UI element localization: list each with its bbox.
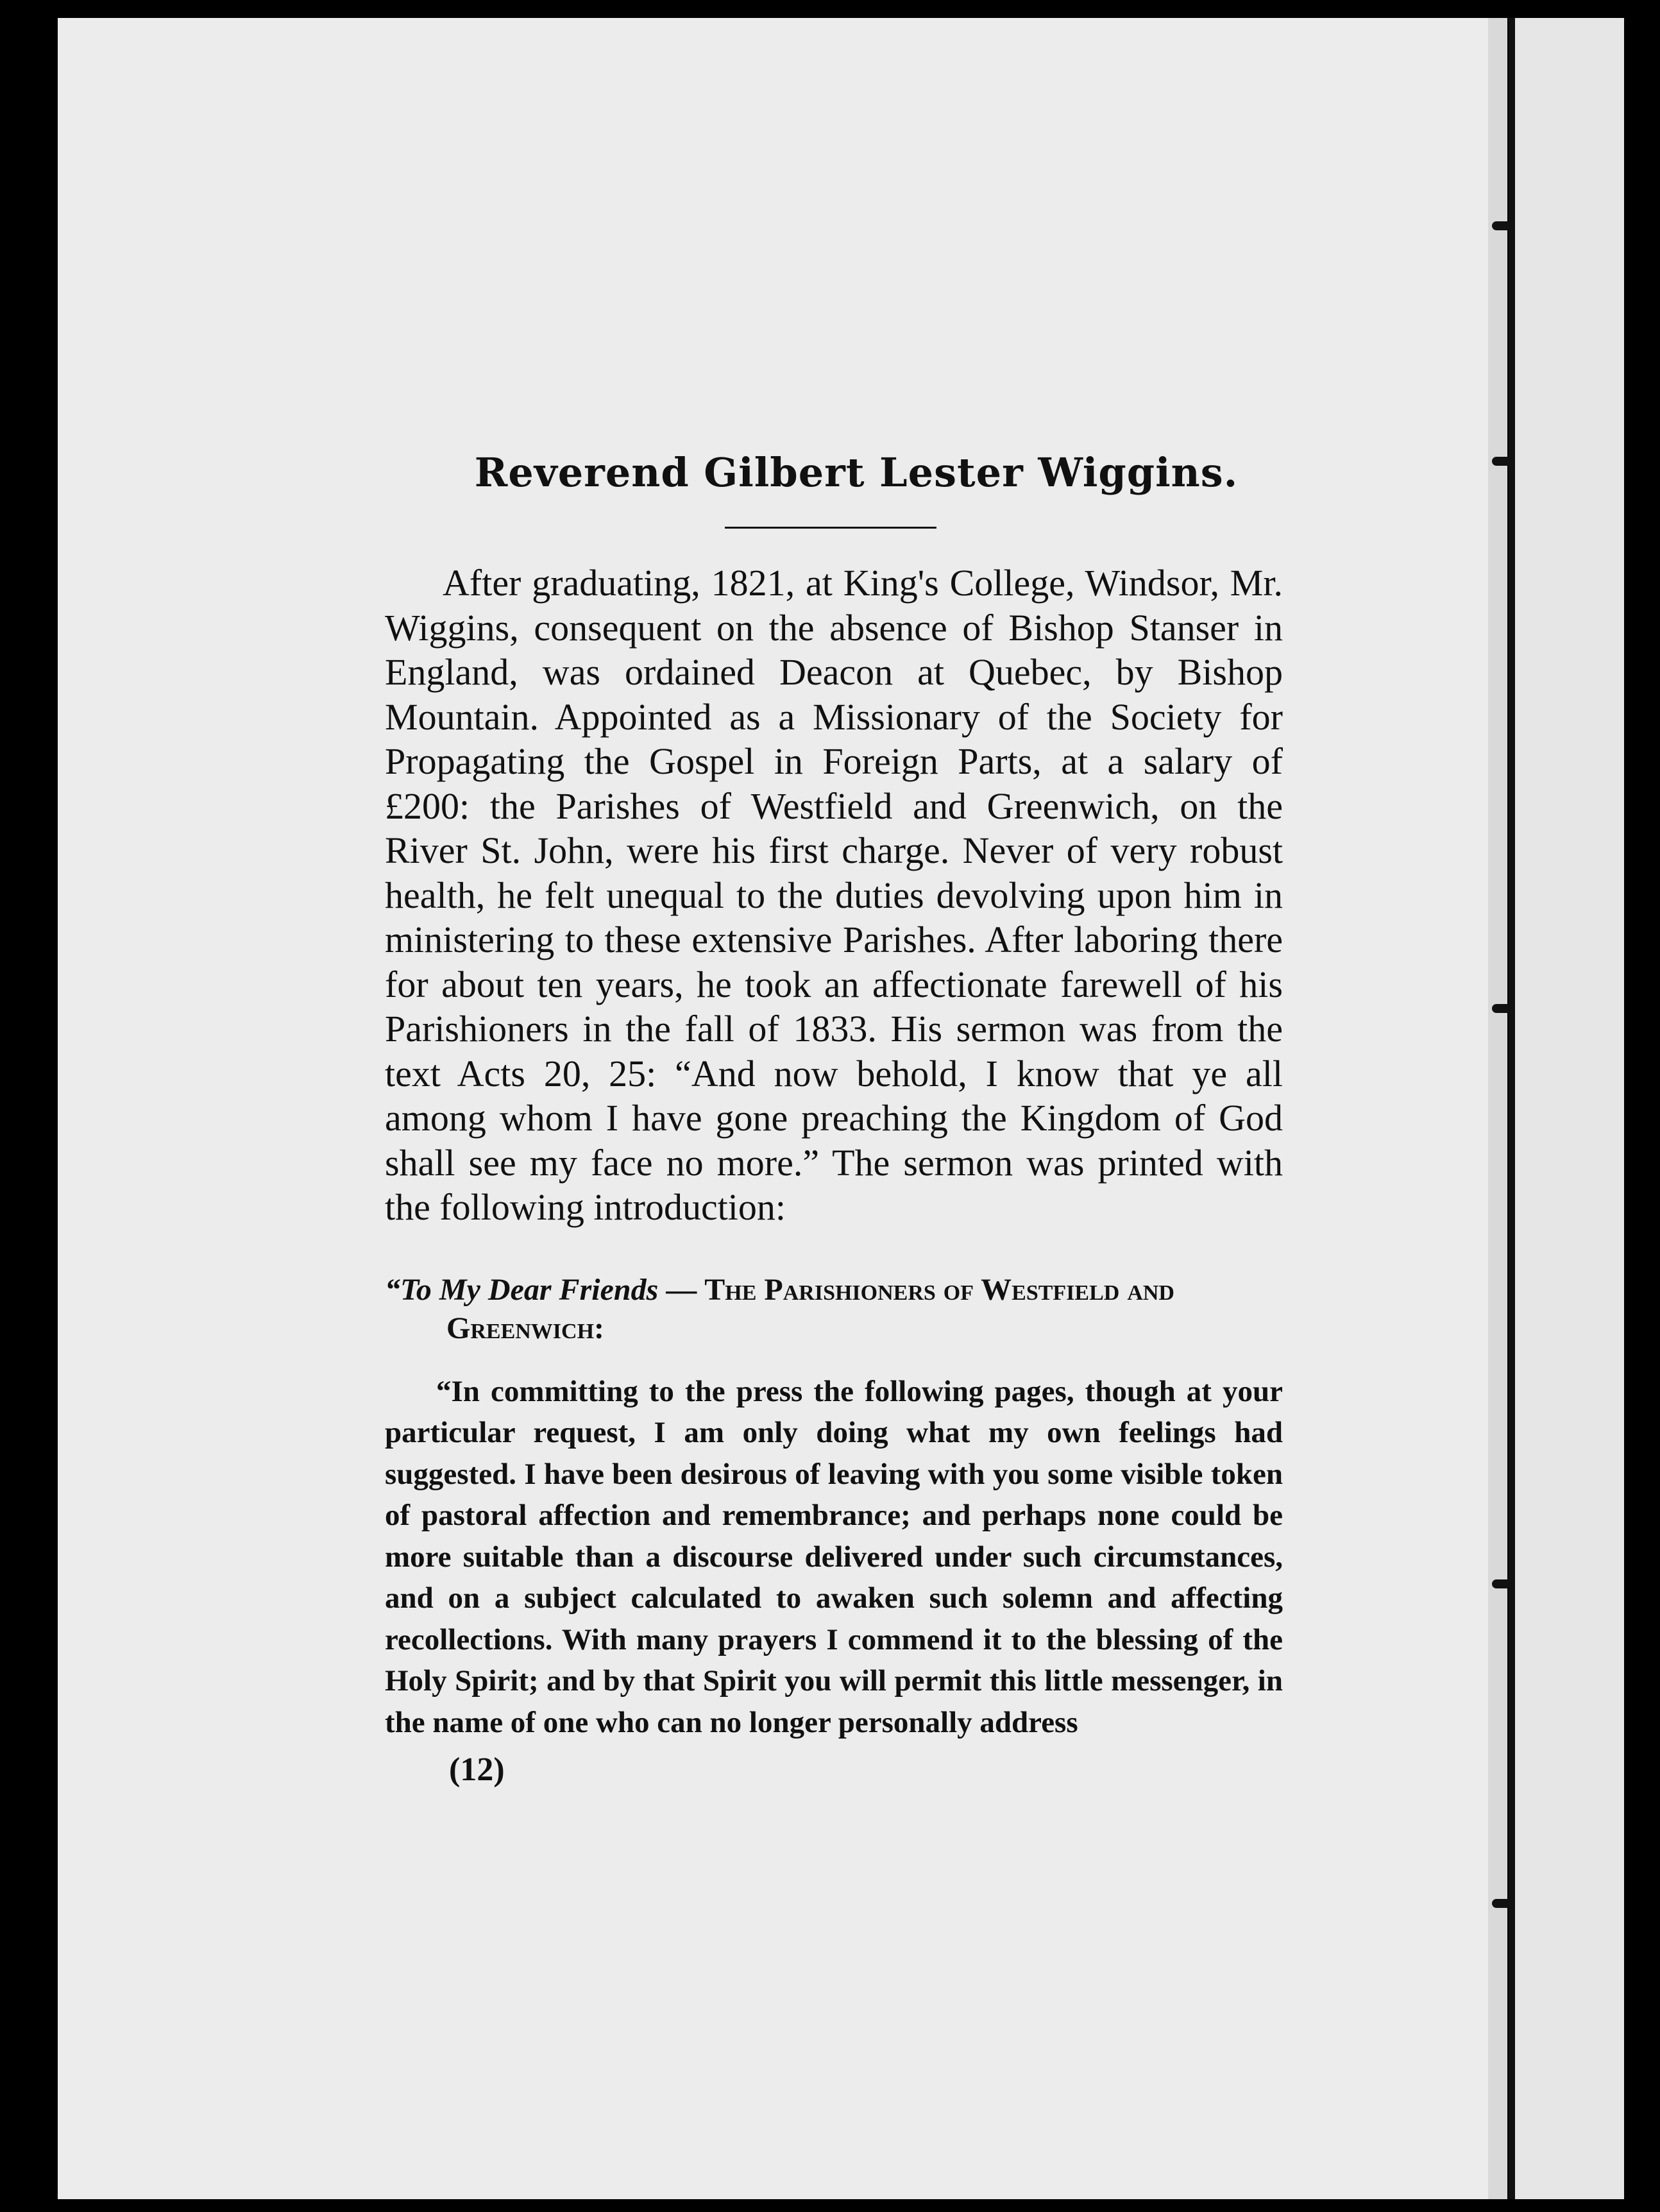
body-paragraph: After graduating, 1821, at King's College, Windsor, Mr. Wiggins, consequent on the absence of Bishop Stanser in England, was ordained Deacon at Quebec, by Bishop Mountain. Appointed as a Missionary of the Society for Propagating the Gospel in Foreign Parts, at a salary of £200: the Parishes of Westfield and Greenwich, on the River St. John, were his first charge. Never of very robust health, he felt unequal to the duties devolving upon him in ministering to these extensive Parishes. After laboring there for about ten years, he took an affectionate farewell of his Parishioners in the fall of 1833. His sermon was from the text Acts 20, 25: “And now behold, I know that ye all among whom I have gone preaching the Kingdom of God shall see my face no more.” The sermon was printed with the following introduction: xyxy=(385,562,1283,1228)
letter-salutation xyxy=(385,1271,1283,1348)
page-number: (12) xyxy=(449,1751,505,1788)
scan-border xyxy=(1624,0,1660,2212)
facing-page-margin xyxy=(1515,18,1624,2199)
salutation-greeting: “To My Dear Friends xyxy=(385,1272,659,1307)
page-content xyxy=(385,449,1283,1789)
page-edge xyxy=(1488,18,1507,2199)
page-title: Reverend Gilbert Lester Wiggins. xyxy=(474,449,1239,496)
letter-paragraph: “In committing to the press the following pages, though at your particular request, I am only doing what my own feelings had suggested. I have been desirous of leaving with you some visible token of pastoral affection and remembrance; and perhaps none could be more suitable than a discourse delivered under such circumstances, and on a subject calculated to awaken such solemn and affecting recollections. With many prayers I commend it to the blessing of the Holy Spirit; and by that Spirit you will permit this little messenger, in the name of one who can no longer personally address xyxy=(385,1374,1283,1739)
title-rule xyxy=(725,527,936,529)
salutation-dash: — xyxy=(658,1272,705,1307)
binding-edge xyxy=(1509,18,1515,2199)
salutation-addressee: The Parishioners of Westfield and Greenwich: xyxy=(446,1272,1174,1345)
